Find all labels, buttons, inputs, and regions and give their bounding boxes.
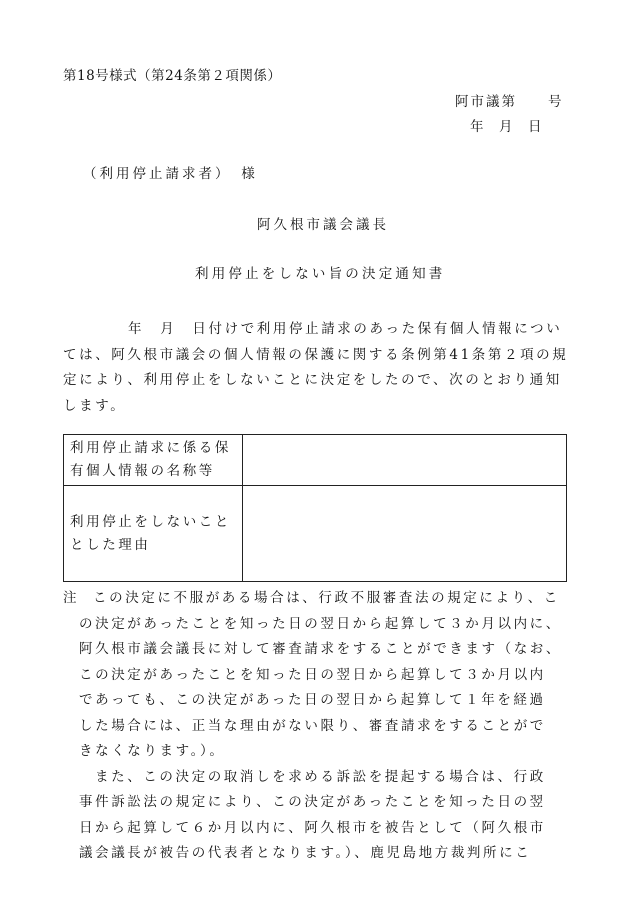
label-cell-personal-info-name bbox=[64, 435, 243, 485]
document-number: 阿市議第 号 bbox=[455, 94, 564, 110]
body-line: 年 月 日付けで利用停止請求のあった保有個人情報につい bbox=[128, 321, 563, 337]
label-line: とした理由 bbox=[70, 537, 151, 553]
label-line: 有個人情報の名称等 bbox=[70, 463, 215, 479]
value-cell-reason bbox=[243, 485, 566, 581]
note-line: 日から起算して６か月以内に、阿久根市を被告として（阿久根市 bbox=[79, 819, 546, 836]
document-title: 利用停止をしない旨の決定通知書 bbox=[195, 266, 446, 282]
value-cell-personal-info-name bbox=[243, 435, 566, 485]
label-line: 利用停止請求に係る保 bbox=[70, 440, 231, 456]
notice-body bbox=[63, 317, 573, 419]
note-line bbox=[63, 586, 573, 612]
note-line: であっても、この決定があった日の翌日から起算して１年を経過 bbox=[79, 692, 546, 708]
body-line: します。 bbox=[63, 397, 127, 414]
note-line: きなくなります。）。 bbox=[79, 743, 226, 759]
recipient: （利用停止請求者） 様 bbox=[83, 166, 258, 182]
date-line: 年 月 日 bbox=[470, 119, 543, 135]
details-table bbox=[63, 434, 567, 582]
note-line: 議会議長が被告の代表者となります。）、鹿児島地方裁判所にこ bbox=[79, 845, 532, 861]
note-line: この決定があったことを知った日の翌日から起算して３か月以内 bbox=[79, 666, 546, 683]
table-row bbox=[64, 435, 566, 486]
label-cell-reason bbox=[64, 485, 243, 581]
note-line: また、この決定の取消しを求める訴訟を提起する場合は、行政 bbox=[95, 768, 546, 785]
note-line: 事件訴訟法の規定により、この決定があったことを知った日の翌 bbox=[79, 794, 546, 810]
note-text: この決定に不服がある場合は、行政不服審査法の規定により、こ bbox=[93, 590, 560, 606]
note-section bbox=[63, 586, 573, 867]
sender: 阿久根市議会議長 bbox=[257, 217, 389, 233]
table-row bbox=[64, 485, 566, 581]
note-line: した場合には、正当な理由がない限り、審査請求をすることがで bbox=[79, 717, 546, 734]
form-number: 第18号様式（第24条第２項関係） bbox=[63, 68, 282, 84]
note-mark: 注 bbox=[63, 590, 80, 606]
body-line: 定により、利用停止をしないことに決定をしたので、次のとおり通知 bbox=[63, 372, 562, 388]
label-line: 利用停止をしないこと bbox=[70, 514, 231, 530]
note-line: の決定があったことを知った日の翌日から起算して３か月以内に、 bbox=[79, 615, 562, 632]
note-line: 阿久根市議会議長に対して審査請求をすることができます（なお、 bbox=[79, 641, 562, 657]
body-line: ては、阿久根市議会の個人情報の保護に関する条例第41条第２項の規 bbox=[63, 346, 569, 363]
